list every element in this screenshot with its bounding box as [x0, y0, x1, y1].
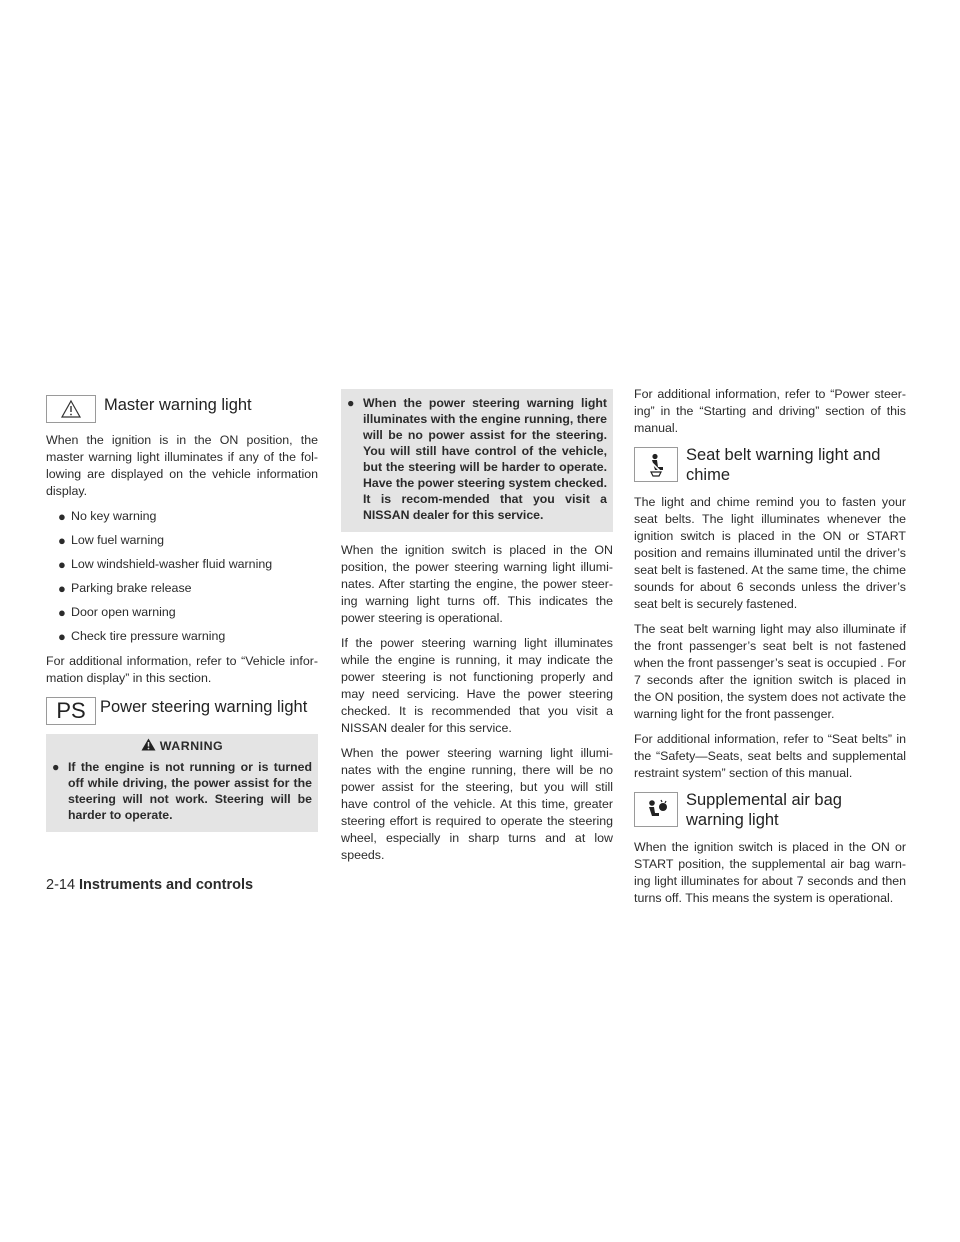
- power-steering-heading: [46, 697, 318, 725]
- bullet-icon: ●: [58, 557, 66, 572]
- bullet-icon: ●: [52, 760, 60, 774]
- column-3: [634, 386, 906, 915]
- bullet-icon: ●: [58, 605, 66, 620]
- master-warning-icon: [46, 395, 96, 423]
- list-item: ● No key warning: [58, 509, 157, 524]
- bullet-icon: ●: [347, 396, 355, 410]
- bullet-icon: ●: [58, 509, 66, 524]
- seat-belt-title: Seat belt warning light and chime: [686, 446, 881, 484]
- power-steering-icon: PS: [46, 697, 96, 725]
- air-bag-icon: [634, 792, 678, 827]
- page-footer: [46, 877, 253, 893]
- seat-belt-heading: [634, 445, 906, 485]
- list-item: ● Door open warning: [58, 605, 176, 620]
- list-item: ● Parking brake release: [58, 581, 192, 596]
- warning-item: ● If the engine is not running or is turned off while driving, the power assist for the steering will not work. Steering will be harder to operate.: [52, 760, 312, 822]
- warning-box: [46, 734, 318, 832]
- air-bag-heading: [634, 790, 906, 830]
- section-title: Instruments and controls: [79, 877, 254, 893]
- master-warning-reference: For additional information, refer to “Vehicle infor-mation display” in this section.: [46, 654, 318, 685]
- master-warning-list: [46, 508, 318, 645]
- master-warning-intro: When the ignition is in the ON position, the master warning light illuminates if any of the fol-lowing are displayed on the vehicle information display.: [46, 433, 318, 498]
- paragraph: When the ignition switch is placed in the ON or START position, the supplemental air bag warn-ing light illuminates for about 7 seconds and then turns off. This means the system is operational.: [634, 840, 906, 905]
- power-steering-title: Power steering warning light: [100, 698, 308, 716]
- list-item: ● Low windshield-washer fluid warning: [58, 557, 273, 572]
- air-bag-title: Supplemental air bag warning light: [686, 791, 842, 829]
- warning-box-continued: [341, 389, 613, 532]
- list-item: ● Check tire pressure warning: [58, 629, 226, 644]
- paragraph: When the power steering warning light illumi-nates with the engine running, there will be no power assist for the steering, but you will still have control of the vehicle. At this time, greater steering effort is required to operate the steering wheel, especially in sharp turns and at low speeds.: [341, 746, 613, 862]
- master-warning-title: Master warning light: [104, 396, 252, 414]
- column-2: [341, 389, 613, 872]
- seat-belt-reference: For additional information, refer to “Seat belts” in the “Safety—Seats, seat belts and supplemental restraint system” section of this manual.: [634, 732, 906, 780]
- bullet-icon: ●: [58, 629, 66, 644]
- paragraph: If the power steering warning light illuminates while the engine is running, it may indicate the power steering is not functioning properly and may need servicing. Have the power steering checked. It is recommended that you visit a NISSAN dealer for this service.: [341, 636, 613, 735]
- paragraph: The seat belt warning light may also illuminate if the front passenger’s seat belt is not fastened when the front passenger’s seat is occupied . For 7 seconds after the ignition switch is placed in the ON position, the system does not activate the warning light for the front passenger.: [634, 622, 906, 721]
- column-1: [46, 395, 318, 842]
- seat-belt-icon: [634, 447, 678, 482]
- bullet-icon: ●: [58, 581, 66, 596]
- warning-item: ● When the power steering warning light illuminates with the engine running, there will be no power assist for the steering. You will still have control of the vehicle, but the steering will be harder to operate. Have the power steering system checked. It is recom-mended that you visit a NISSAN dealer for this service.: [347, 396, 607, 522]
- page-number: 2-14: [46, 877, 76, 893]
- power-steering-reference: For additional information, refer to “Power steer-ing” in the “Starting and driving” section of this manual.: [634, 387, 906, 435]
- warning-title: WARNING: [52, 734, 312, 759]
- paragraph: When the ignition switch is placed in the ON position, the power steering warning light illumi-nates. After starting the engine, the power steer-ing warning light turns off. This indicates the power steering is operational.: [341, 543, 613, 625]
- list-item: ● Low fuel warning: [58, 533, 164, 548]
- bullet-icon: ●: [58, 533, 66, 548]
- master-warning-heading: [46, 395, 318, 423]
- paragraph: The light and chime remind you to fasten your seat belts. The light illuminates whenever the ignition switch is placed in the ON or START position and remains illuminated until the driver’s seat belt is fastened. At the same time, the chime sounds for about 6 seconds unless the driver’s seat belt is securely fastened.: [634, 495, 906, 611]
- warning-triangle-icon: [141, 738, 156, 751]
